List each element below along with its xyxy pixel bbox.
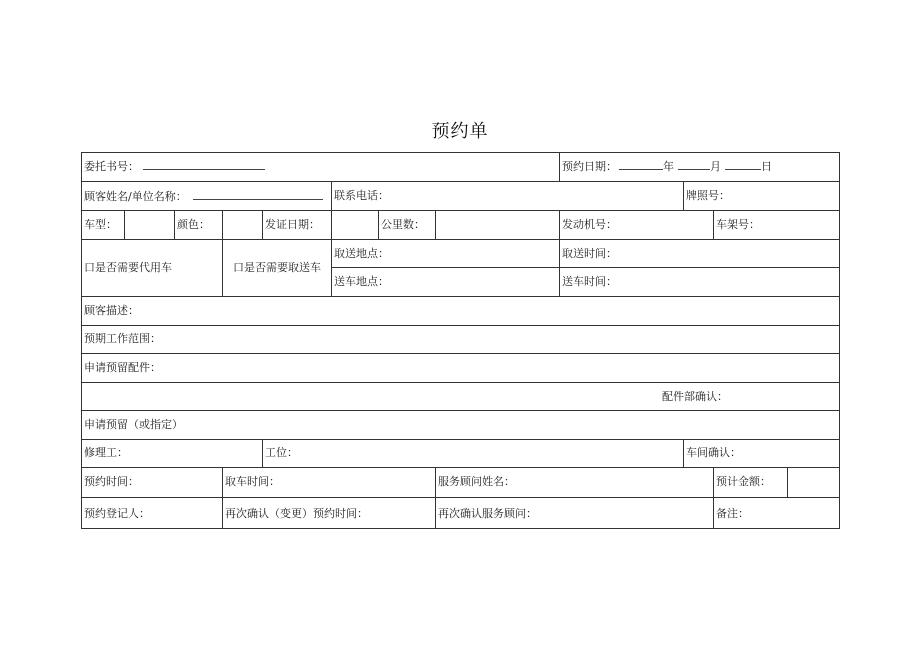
customer-name-label: 顾客姓名/单位名称： — [84, 189, 323, 204]
col-divider — [683, 181, 684, 210]
reserve-parts-label: 申请预留配件： — [84, 361, 161, 374]
row-divider — [81, 439, 840, 440]
mechanic-label: 修理工： — [84, 446, 128, 459]
reserve-designate-label: 申请预留（或指定） — [84, 418, 183, 431]
customer-desc-label: 顾客描述： — [84, 304, 139, 317]
need-loaner-checkbox[interactable]: 口是否需要代用车 — [84, 261, 172, 274]
frame-no-label: 车架号： — [716, 218, 760, 231]
col-divider — [331, 181, 332, 210]
model-label: 车型： — [84, 218, 117, 231]
col-divider — [378, 210, 379, 239]
row-divider — [81, 410, 840, 411]
estimated-amount-label: 预计金额： — [716, 475, 771, 488]
delivery-time-label: 送车时间： — [562, 275, 617, 288]
col-divider — [713, 497, 714, 529]
reconfirm-advisor-label: 再次确认服务顾问： — [438, 507, 537, 520]
col-divider — [787, 467, 788, 497]
registrar-label: 预约登记人： — [84, 507, 150, 520]
col-divider — [222, 467, 223, 497]
entrust-no-field[interactable] — [143, 159, 265, 170]
pickup-place-label: 取送地点： — [334, 247, 389, 260]
pickup-car-time-label: 取车时间： — [225, 475, 280, 488]
engine-no-label: 发动机号： — [562, 218, 617, 231]
col-divider — [435, 497, 436, 529]
col-divider — [222, 497, 223, 529]
mileage-label: 公里数： — [381, 218, 425, 231]
appointment-date-label: 预约日期： 年 月 日 — [562, 160, 772, 173]
col-divider — [713, 210, 714, 239]
plate-label: 牌照号： — [686, 189, 730, 202]
entrust-no-label: 委托书号： — [84, 159, 265, 174]
col-divider — [435, 467, 436, 497]
page-title: 预约单 — [431, 121, 489, 142]
col-divider — [559, 239, 560, 296]
pickup-time-label: 取送时间： — [562, 247, 617, 260]
col-divider — [222, 210, 223, 239]
col-divider — [124, 210, 125, 239]
delivery-place-label: 送车地点： — [334, 275, 389, 288]
row-divider — [331, 267, 840, 268]
advisor-name-label: 服务顾问姓名： — [438, 475, 515, 488]
col-divider — [559, 152, 560, 181]
row-divider — [81, 353, 840, 354]
form-border — [81, 152, 840, 529]
col-divider — [713, 467, 714, 497]
col-divider — [262, 210, 263, 239]
col-divider — [435, 210, 436, 239]
row-divider — [81, 210, 840, 211]
col-divider — [683, 439, 684, 467]
issue-date-label: 发证日期： — [265, 218, 320, 231]
customer-name-field[interactable] — [193, 189, 323, 200]
row-divider — [81, 497, 840, 498]
col-divider — [331, 239, 332, 296]
col-divider — [559, 210, 560, 239]
color-label: 颜色： — [177, 218, 210, 231]
row-divider — [81, 296, 840, 297]
parts-confirm-label: 配件部确认： — [662, 390, 728, 403]
row-divider — [81, 325, 840, 326]
row-divider — [81, 181, 840, 182]
col-divider — [331, 210, 332, 239]
row-divider — [81, 467, 840, 468]
row-divider — [81, 239, 840, 240]
day-field[interactable] — [725, 159, 761, 170]
appointment-time-label: 预约时间： — [84, 475, 139, 488]
work-scope-label: 预期工作范围： — [84, 332, 161, 345]
col-divider — [222, 239, 223, 296]
row-divider — [81, 382, 840, 383]
col-divider — [262, 439, 263, 467]
shop-confirm-label: 车间确认： — [686, 446, 741, 459]
remarks-label: 备注： — [716, 507, 749, 520]
need-pickup-checkbox[interactable]: 口是否需要取送车 — [233, 261, 321, 274]
phone-label: 联系电话： — [334, 189, 389, 202]
reconfirm-time-label: 再次确认（变更）预约时间： — [225, 507, 368, 520]
col-divider — [174, 210, 175, 239]
year-field[interactable] — [619, 159, 663, 170]
bay-label: 工位： — [265, 446, 298, 459]
month-field[interactable] — [678, 159, 710, 170]
